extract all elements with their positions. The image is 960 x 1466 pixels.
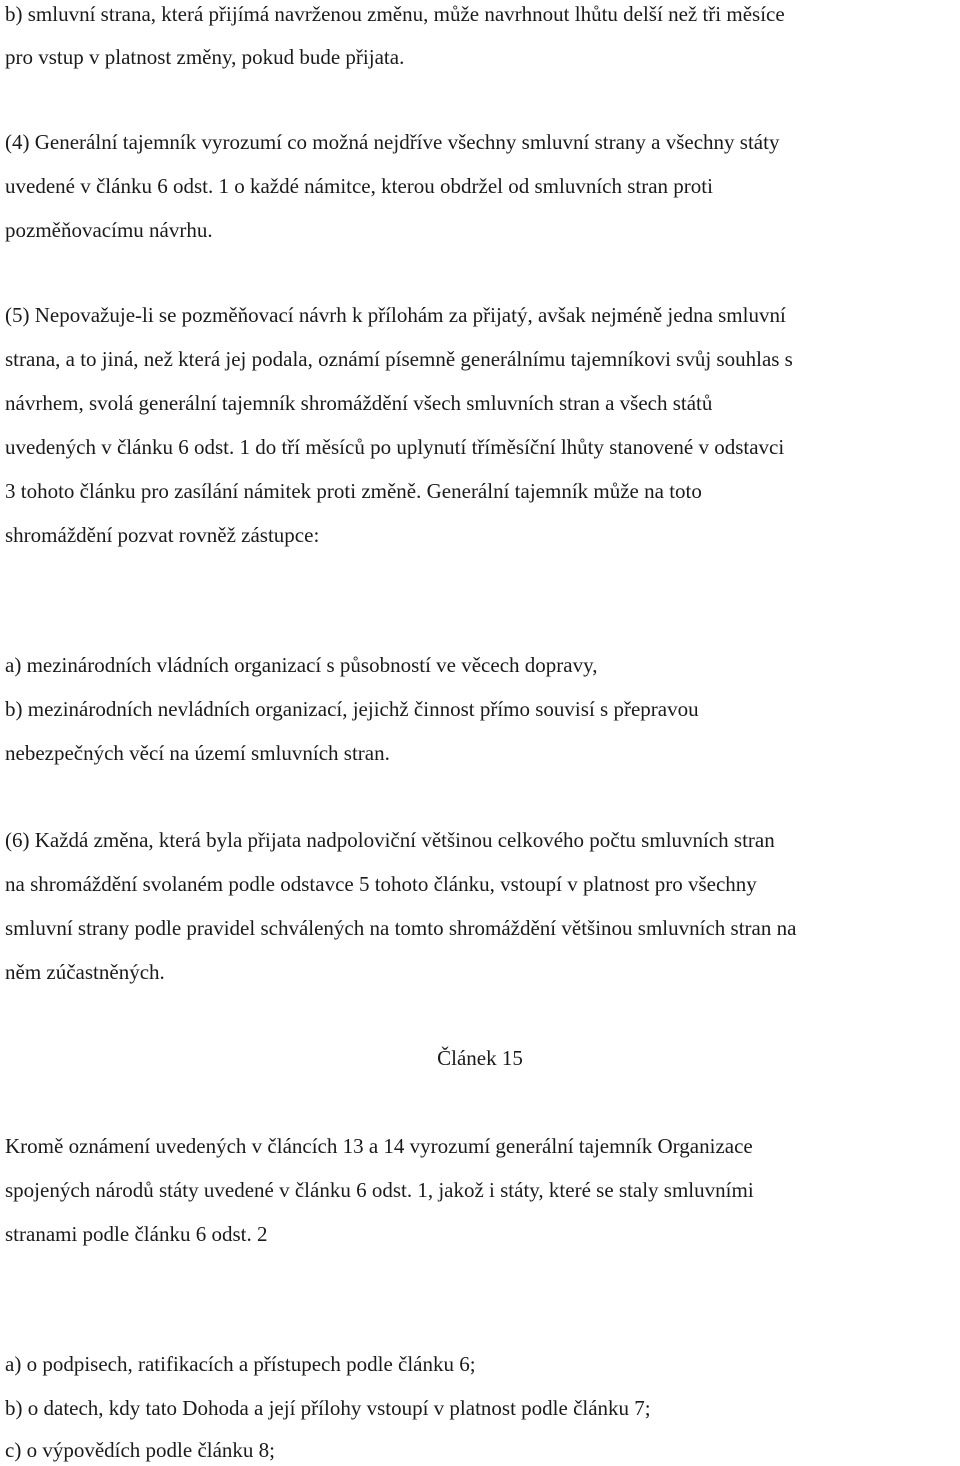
list-item: a) mezinárodních vládních organizací s působností ve věcech dopravy,	[5, 653, 598, 677]
text-line: pozměňovacímu návrhu.	[5, 218, 213, 242]
text-line: shromáždění pozvat rovněž zástupce:	[5, 523, 320, 547]
text-line: uvedených v článku 6 odst. 1 do tří měsíců po uplynutí tříměsíční lhůty stanovené v odstavci	[5, 435, 785, 459]
article-heading: Článek 15	[437, 1046, 523, 1070]
text-line: uvedené v článku 6 odst. 1 o každé námitce, kterou obdržel od smluvních stran proti	[5, 174, 713, 198]
text-line: návrhem, svolá generální tajemník shromáždění všech smluvních stran a všech států	[5, 391, 713, 415]
list-item: b) o datech, kdy tato Dohoda a její přílohy vstoupí v platnost podle článku 7;	[5, 1396, 651, 1420]
list-item: a) o podpisech, ratifikacích a přístupech podle článku 6;	[5, 1352, 476, 1376]
text-line: strana, a to jiná, než která jej podala, oznámí písemně generálnímu tajemníkovi svůj souhlas s	[5, 347, 793, 371]
text-line: (4) Generální tajemník vyrozumí co možná nejdříve všechny smluvní strany a všechny státy	[5, 130, 780, 154]
text-line: b) smluvní strana, která přijímá navrženou změnu, může navrhnout lhůtu delší než tři měsíce	[5, 2, 785, 26]
text-line: stranami podle článku 6 odst. 2	[5, 1222, 268, 1246]
text-line: spojených národů státy uvedené v článku 6 odst. 1, jakož i státy, které se staly smluvními	[5, 1178, 754, 1202]
list-item: b) mezinárodních nevládních organizací, jejichž činnost přímo souvisí s přepravou	[5, 697, 699, 721]
text-line: smluvní strany podle pravidel schválených na tomto shromáždění většinou smluvních stran na	[5, 916, 797, 940]
text-line: na shromáždění svolaném podle odstavce 5 tohoto článku, vstoupí v platnost pro všechny	[5, 872, 757, 896]
list-item: nebezpečných věcí na území smluvních stran.	[5, 741, 390, 765]
text-line: (5) Nepovažuje-li se pozměňovací návrh k přílohám za přijatý, avšak nejméně jedna smluvní	[5, 303, 786, 327]
text-line: (6) Každá změna, která byla přijata nadpoloviční většinou celkového počtu smluvních stran	[5, 828, 775, 852]
text-line: 3 tohoto článku pro zasílání námitek proti změně. Generální tajemník může na toto	[5, 479, 702, 503]
text-line: pro vstup v platnost změny, pokud bude přijata.	[5, 45, 405, 69]
text-line: něm zúčastněných.	[5, 960, 165, 984]
list-item: c) o výpovědích podle článku 8;	[5, 1438, 276, 1462]
text-line: Kromě oznámení uvedených v článcích 13 a 14 vyrozumí generální tajemník Organizace	[5, 1134, 753, 1158]
